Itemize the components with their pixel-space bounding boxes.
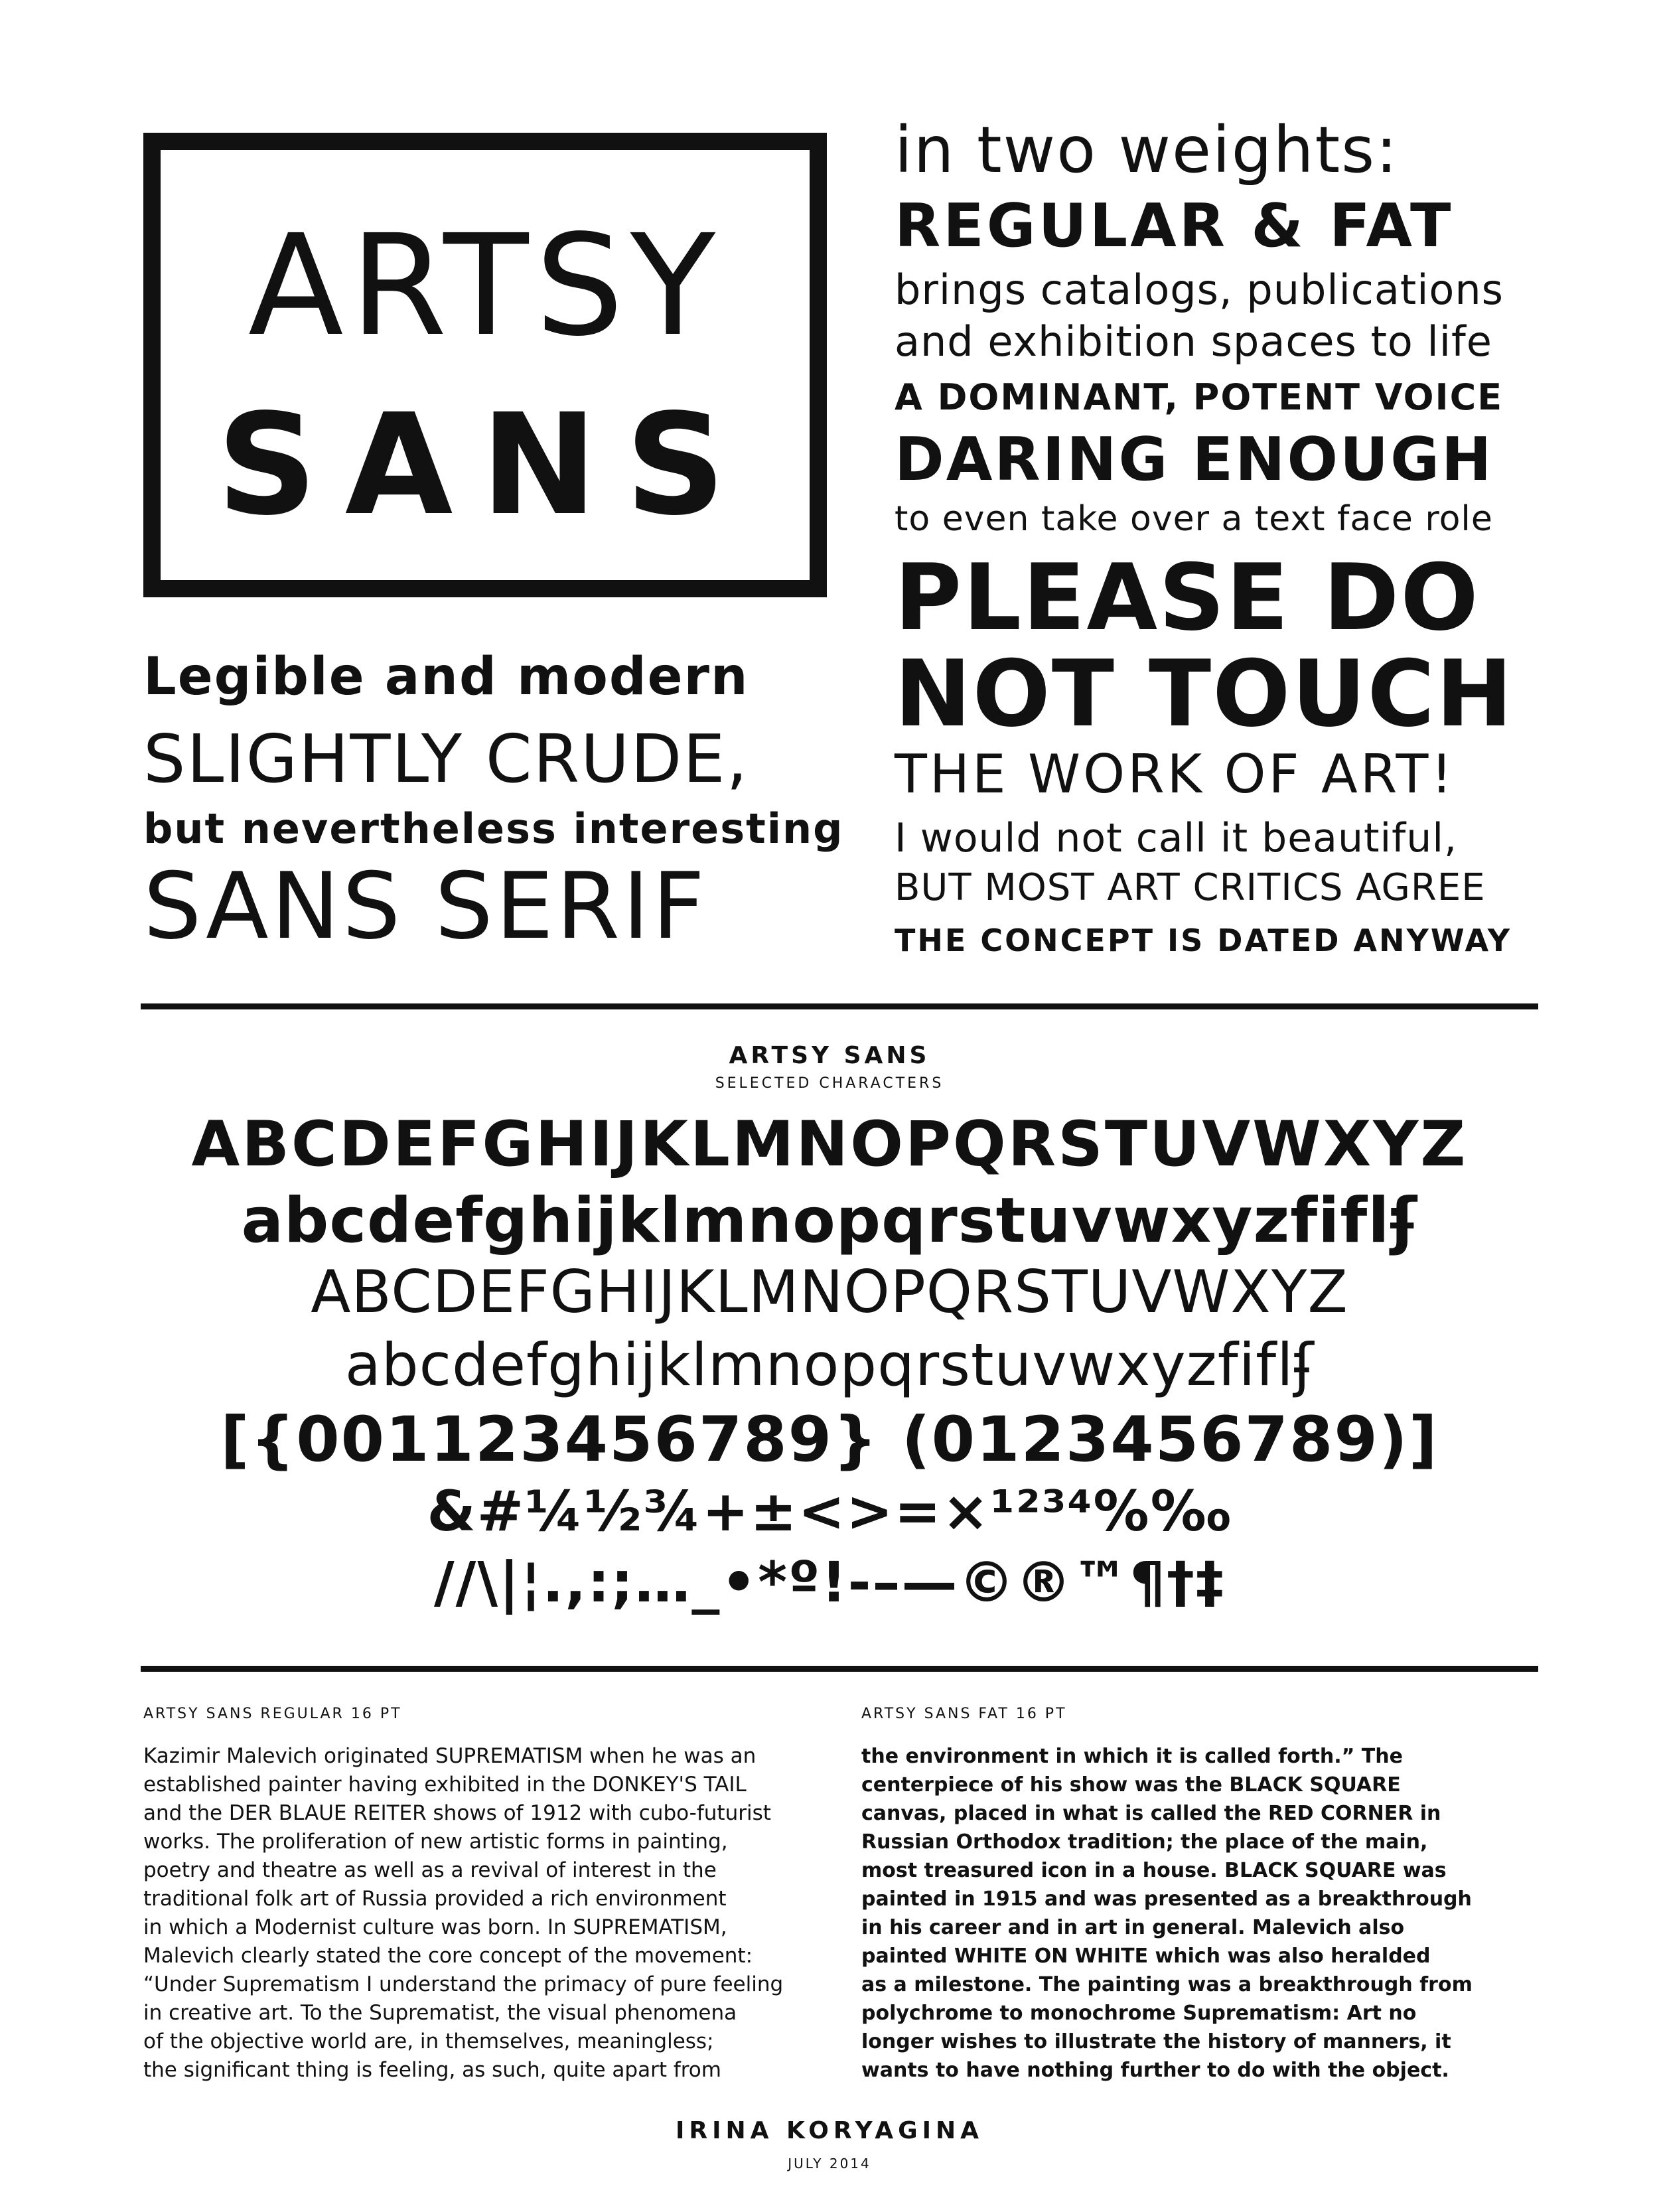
right-line-please-do: PLEASE DO	[895, 544, 1480, 651]
regular-text-line: works. The proliferation of new artistic forms in painting,	[143, 1830, 728, 1854]
regular-text-line: Malevich clearly stated the core concept of the movement:	[143, 1944, 753, 1968]
right-line-weights: in two weights:	[895, 113, 1399, 187]
fat-text-line: painted WHITE ON WHITE which was also heralded	[861, 1945, 1431, 1968]
regular-text-line: poetry and theatre as well as a revival of interest in the	[143, 1858, 717, 1882]
title-box	[143, 133, 827, 597]
regular-specimen-label: ARTSY SANS REGULAR 16 PT	[143, 1706, 402, 1722]
regular-text-line: Kazimir Malevich originated SUPREMATISM when he was an	[143, 1744, 757, 1768]
left-line-legible: Legible and modern	[143, 647, 749, 707]
fat-text-line: as a milestone. The painting was a breakthrough from	[861, 1973, 1473, 1996]
fat-text-line: in his career and in art in general. Malevich also	[861, 1916, 1405, 1939]
char-line-figures: [{001123456789} (0123456789)]	[220, 1404, 1439, 1476]
fat-specimen-label: ARTSY SANS FAT 16 PT	[861, 1706, 1067, 1722]
fat-text-line: longer wishes to illustrate the history of manners, it	[861, 2030, 1451, 2053]
regular-text-line: and the DER BLAUE REITER shows of 1912 with cubo-futurist	[143, 1801, 771, 1825]
char-line-fat-upper: ABCDEFGHIJKLMNOPQRSTUVWXYZ	[191, 1108, 1468, 1181]
char-line-punctuation: //\|¦.,:;…_•*º!-–—©®™¶†‡	[433, 1550, 1225, 1615]
regular-specimen-text	[143, 1742, 860, 2085]
char-line-math: &#¼½¾+±<>=×¹²³⁴%‰	[427, 1479, 1232, 1544]
right-line-dominant: A DOMINANT, POTENT VOICE	[895, 376, 1504, 418]
regular-text-line: traditional folk art of Russia provided a rich environment	[143, 1887, 727, 1911]
title-line-artsy: ARTSY	[248, 204, 723, 367]
regular-text-line: established painter having exhibited in the DONKEY'S TAIL	[143, 1773, 747, 1797]
left-line-crude: SLIGHTLY CRUDE,	[143, 720, 749, 798]
author-name: IRINA KORYAGINA	[675, 2117, 984, 2144]
divider-top	[141, 1003, 1538, 1009]
right-line-work-of-art: THE WORK OF ART!	[895, 743, 1455, 805]
fat-text-line: Russian Orthodox tradition; the place of the main,	[861, 1830, 1428, 1854]
publish-date: JULY 2014	[788, 2156, 871, 2172]
regular-text-line: “Under Suprematism I understand the primacy of pure feeling	[143, 1972, 784, 1996]
regular-text-line: in which a Modernist culture was born. In SUPREMATISM,	[143, 1915, 727, 1939]
title-line-sans: SANS	[216, 384, 754, 546]
left-line-interesting: but nevertheless interesting	[143, 804, 844, 853]
regular-text-line: of the objective world are, in themselves, meaningless;	[143, 2029, 714, 2053]
right-line-text-face: to even take over a text face role	[895, 499, 1493, 539]
char-line-fat-lower: abcdefghijklmnopqrstuvwxyzfiflʄ	[241, 1185, 1418, 1257]
regular-text-line: in creative art. To the Suprematist, the visual phenomena	[143, 2001, 737, 2025]
right-line-not-touch: NOT TOUCH	[895, 640, 1514, 747]
divider-bottom	[141, 1666, 1538, 1672]
fat-text-line: canvas, placed in what is called the RED CORNER in	[861, 1802, 1441, 1825]
regular-text-line: the significant thing is feeling, as such, quite apart from	[143, 2058, 721, 2082]
right-line-exhibition: and exhibition spaces to life	[895, 317, 1492, 366]
showcase-subtitle: SELECTED CHARACTERS	[715, 1075, 944, 1092]
right-line-dated: THE CONCEPT IS DATED ANYWAY	[895, 922, 1512, 958]
fat-text-line: painted in 1915 and was presented as a breakthrough	[861, 1887, 1472, 1911]
fat-text-line: most treasured icon in a house. BLACK SQUARE was	[861, 1859, 1447, 1882]
right-line-catalogs: brings catalogs, publications	[895, 265, 1504, 314]
right-line-critics: BUT MOST ART CRITICS AGREE	[895, 866, 1486, 909]
right-line-daring: DARING ENOUGH	[895, 425, 1494, 494]
fat-text-line: the environment in which it is called forth.” The	[861, 1745, 1403, 1768]
showcase-title: ARTSY SANS	[729, 1042, 930, 1069]
char-line-regular-lower: abcdefghijklmnopqrstuvwxyzfiflʄ	[344, 1331, 1315, 1399]
right-line-beautiful: I would not call it beautiful,	[895, 815, 1458, 861]
left-line-sans-serif: SANS SERIF	[143, 853, 708, 960]
fat-text-line: wants to have nothing further to do with the object.	[861, 2059, 1449, 2082]
fat-text-line: polychrome to monochrome Suprematism: Art no	[861, 2002, 1417, 2025]
char-line-regular-upper: ABCDEFGHIJKLMNOPQRSTUVWXYZ	[311, 1258, 1348, 1326]
fat-specimen-text	[861, 1742, 1578, 2085]
fat-text-line: centerpiece of his show was the BLACK SQUARE	[861, 1773, 1401, 1797]
right-line-regular-fat: REGULAR & FAT	[895, 191, 1454, 261]
